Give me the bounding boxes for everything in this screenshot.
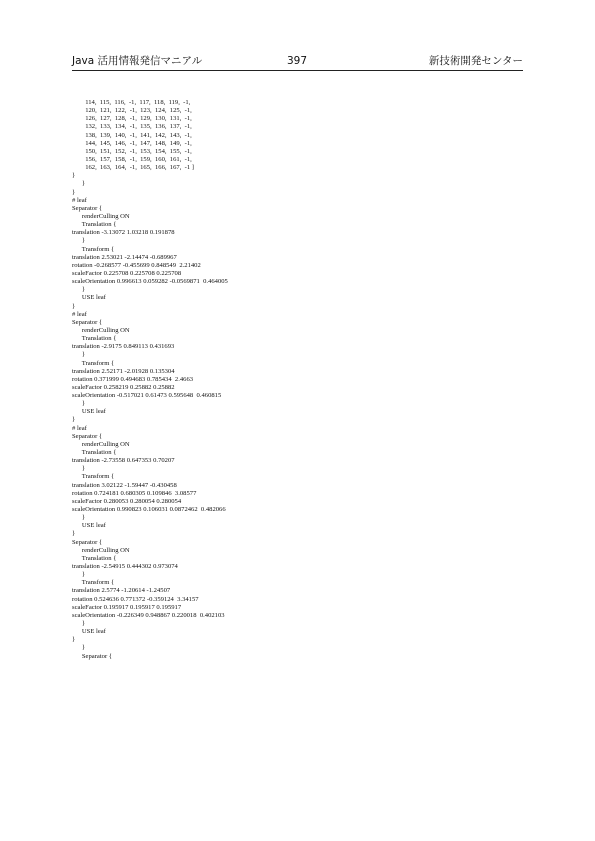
code-line: } <box>72 571 86 579</box>
code-line: } <box>72 286 86 294</box>
code-line: } <box>72 530 76 538</box>
code-line: scaleFactor 0.195917 0.195917 0.195917 <box>72 603 182 611</box>
code-line: Separator { <box>72 204 103 212</box>
code-line: } <box>72 416 76 424</box>
code-line: rotation -0.268577 -0.455699 0.848549 2.21402 <box>72 261 201 269</box>
code-line: scaleFactor 0.258219 0.25882 0.25882 <box>72 383 175 391</box>
code-line: } <box>72 636 76 644</box>
code-line: Separator { <box>72 318 103 326</box>
code-line: scaleOrientation 0.996613 0.059282 -0.0569871 0.464005 <box>72 278 228 286</box>
code-line: Separator { <box>72 652 112 660</box>
code-line: USE leaf <box>72 522 106 530</box>
code-line: Translation { <box>72 449 117 457</box>
code-line: Transform { <box>72 473 115 481</box>
code-line: scaleFactor 0.280053 0.280054 0.280054 <box>72 497 182 505</box>
code-line: } <box>72 465 86 473</box>
code-line: } <box>72 188 76 196</box>
code-line: } <box>72 237 86 245</box>
code-line: Translation { <box>72 554 117 562</box>
code-line: renderCulling ON <box>72 326 130 334</box>
code-line: # leaf <box>72 196 87 204</box>
code-line: 156, 157, 158, -1, 159, 160, 161, -1, <box>72 155 192 163</box>
header-rule <box>72 70 523 71</box>
code-line: # leaf <box>72 424 87 432</box>
code-line: translation -2.73558 0.647353 0.70207 <box>72 457 175 465</box>
code-line: USE leaf <box>72 294 106 302</box>
code-line: translation -2.9175 0.849113 0.431693 <box>72 343 175 351</box>
code-line: translation 3.02122 -1.59447 -0.430458 <box>72 481 177 489</box>
code-line: # leaf <box>72 310 87 318</box>
code-line: Separator { <box>72 538 103 546</box>
code-line: 144, 145, 146, -1, 147, 148, 149, -1, <box>72 139 192 147</box>
code-line: renderCulling ON <box>72 546 130 554</box>
code-line: scaleOrientation -0.226349 0.948867 0.220018 0.402103 <box>72 611 225 619</box>
code-line: scaleFactor 0.225708 0.225708 0.225708 <box>72 269 182 277</box>
code-line: Transform { <box>72 359 115 367</box>
code-line: } <box>72 514 86 522</box>
code-line: translation 2.5774 -1.20614 -1.24507 <box>72 587 171 595</box>
page-header <box>72 55 523 68</box>
code-line: renderCulling ON <box>72 440 130 448</box>
code-line: USE leaf <box>72 628 106 636</box>
code-line: rotation 0.524636 0.771372 -0.359124 3.34157 <box>72 595 199 603</box>
code-line: scaleOrientation 0.990823 0.106031 0.0872462 0.482066 <box>72 506 226 514</box>
code-line: rotation 0.724181 0.680305 0.109846 3.08577 <box>72 489 197 497</box>
header-organization: 新技術開発センター <box>428 55 523 67</box>
code-line: 162, 163, 164, -1, 165, 166, 167, -1 ] <box>72 164 194 172</box>
code-line: translation 2.53021 -2.14474 -0.689967 <box>72 253 177 261</box>
code-line: Translation { <box>72 335 117 343</box>
code-line: 138, 139, 140, -1, 141, 142, 143, -1, <box>72 131 192 139</box>
code-line: translation 2.52171 -2.01928 0.135304 <box>72 367 175 375</box>
code-line: 114, 115, 116, -1, 117, 118, 119, -1, <box>72 99 191 106</box>
code-line: 126, 127, 128, -1, 129, 130, 131, -1, <box>72 115 192 123</box>
code-line: Translation { <box>72 221 117 229</box>
code-line: 132, 133, 134, -1, 135, 136, 137, -1, <box>72 123 192 131</box>
header-title: Java 活用情報発信マニアル <box>72 55 203 67</box>
code-line: } <box>72 180 86 188</box>
code-line: 150, 151, 152, -1, 153, 154, 155, -1, <box>72 147 192 155</box>
code-line: translation -3.13072 1.03218 0.191878 <box>72 229 175 237</box>
code-listing <box>72 99 523 661</box>
code-line: } <box>72 644 86 652</box>
code-line: translation -2.54915 0.444302 0.973074 <box>72 563 178 571</box>
code-line: Transform { <box>72 245 115 253</box>
code-line: USE leaf <box>72 408 106 416</box>
code-line: renderCulling ON <box>72 212 130 220</box>
code-line: Separator { <box>72 432 103 440</box>
code-line: } <box>72 302 76 310</box>
code-line: } <box>72 400 86 408</box>
code-line: } <box>72 351 86 359</box>
code-line: } <box>72 172 76 180</box>
page-number: 397 <box>287 55 308 67</box>
code-line: rotation 0.371999 0.494683 0.785434 2.4663 <box>72 375 194 383</box>
code-line: 120, 121, 122, -1, 123, 124, 125, -1, <box>72 107 192 115</box>
code-line: scaleOrientation -0.517021 0.61473 0.595648 0.460815 <box>72 392 222 400</box>
code-line: } <box>72 620 86 627</box>
code-line: Transform { <box>72 579 115 587</box>
